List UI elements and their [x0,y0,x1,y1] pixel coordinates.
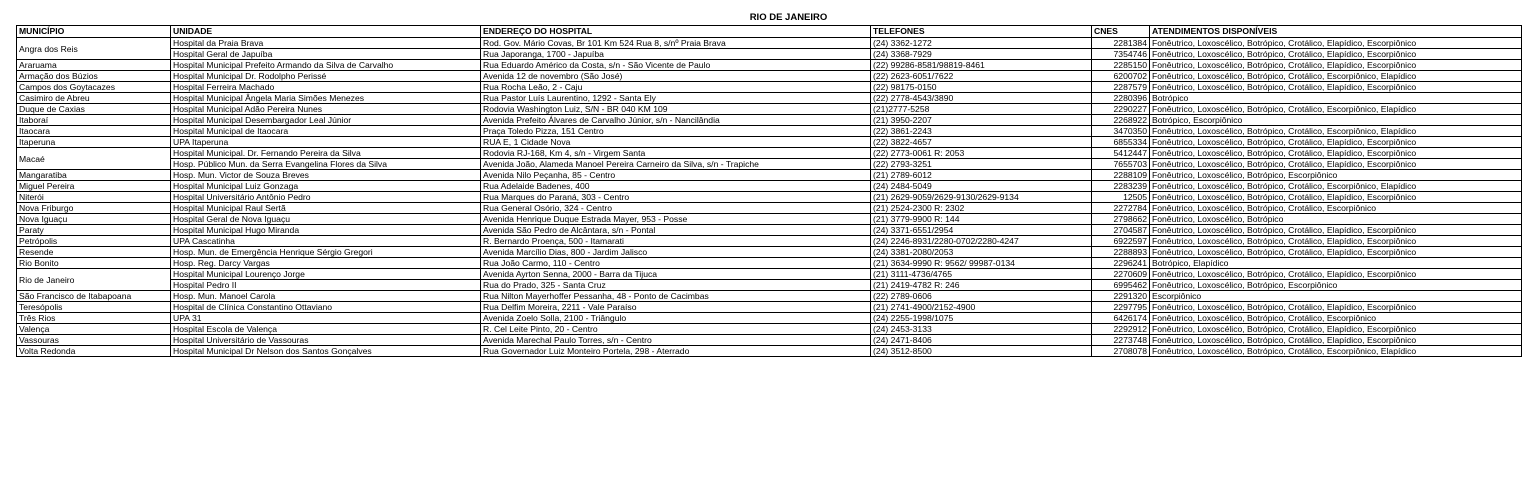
cell-telefones: (21) 3950-2207 [871,115,1092,126]
cell-telefones: (22) 99286-8581/98819-8461 [871,60,1092,71]
cell-telefones: (21) 2419-4782 R: 246 [871,280,1092,291]
column-header-cnes: CNES [1092,26,1150,38]
cell-endereco: Avenida São Pedro de Alcântara, s/n - Pontal [481,225,871,236]
cell-cnes: 2297795 [1092,302,1150,313]
cell-telefones: (24) 3362-1272 [871,38,1092,49]
cell-atendimentos: Fonêutrico, Loxoscélico, Botrópico, Crotálico, Elapídico, Escorpiônico [1150,49,1522,60]
cell-atendimentos: Fonêutrico, Loxoscélico, Botrópico [1150,214,1522,225]
cell-cnes: 2270609 [1092,269,1150,280]
cell-unidade: Hospital Universitário de Vassouras [171,335,481,346]
cell-municipio: Itaboraí [17,115,171,126]
cell-endereco: Avenida Marcílio Dias, 800 - Jardim Jalisco [481,247,871,258]
cell-cnes: 7354746 [1092,49,1150,60]
cell-cnes: 2291320 [1092,291,1150,302]
table-row [17,126,1522,137]
cell-cnes: 3470350 [1092,126,1150,137]
cell-endereco: Rua Governador Luiz Monteiro Portela, 298 - Aterrado [481,346,871,357]
cell-cnes: 2281384 [1092,38,1150,49]
cell-telefones: (24) 3512-8500 [871,346,1092,357]
cell-cnes: 6995462 [1092,280,1150,291]
cell-municipio: Angra dos Reis [17,38,171,60]
cell-endereco: Praça Toledo Pizza, 151 Centro [481,126,871,137]
cell-telefones: (24) 2471-8406 [871,335,1092,346]
cell-municipio: Casimiro de Abreu [17,93,171,104]
cell-unidade: Hosp. Reg. Darcy Vargas [171,258,481,269]
cell-endereco: Rua Delfim Moreira, 2211 - Vale Paraíso [481,302,871,313]
cell-atendimentos: Fonêutrico, Loxoscélico, Botrópico, Crotálico, Elapídico, Escorpiônico [1150,302,1522,313]
cell-atendimentos: Botrópico, Elapídico [1150,258,1522,269]
cell-municipio: Itaperuna [17,137,171,148]
table-row [17,170,1522,181]
table-row [17,137,1522,148]
cell-municipio: Araruama [17,60,171,71]
cell-unidade: Hospital Municipal Prefeito Armando da Silva de Carvalho [171,60,481,71]
cell-municipio: Miguel Pereira [17,181,171,192]
cell-cnes: 2285150 [1092,60,1150,71]
table-row [17,335,1522,346]
cell-atendimentos: Fonêutrico, Loxoscélico, Botrópico, Crotálico, Escorpiônico, Elapídico [1150,181,1522,192]
cell-telefones: (21) 3779-9900 R: 144 [871,214,1092,225]
cell-telefones: (24) 2255-1998/1075 [871,313,1092,324]
cell-atendimentos: Fonêutrico, Loxoscélico, Botrópico, Crotálico, Elapídico, Escorpiônico [1150,82,1522,93]
cell-atendimentos: Fonêutrico, Loxoscélico, Botrópico, Crotálico, Escorpiônico [1150,313,1522,324]
cell-unidade: Hospital da Praia Brava [171,38,481,49]
cell-cnes: 6855334 [1092,137,1150,148]
column-header-endereco: ENDEREÇO DO HOSPITAL [481,26,871,38]
cell-cnes: 2288109 [1092,170,1150,181]
cell-telefones: (22) 98175-0150 [871,82,1092,93]
cell-endereco: Rua do Prado, 325 - Santa Cruz [481,280,871,291]
cell-telefones: (24) 3368-7929 [871,49,1092,60]
table-row [17,115,1522,126]
cell-telefones: (21) 2629-9059/2629-9130/2629-9134 [871,192,1092,203]
column-header-telefones: TELEFONES [871,26,1092,38]
cell-telefones: (21) 3634-9990 R: 9562/ 99987-0134 [871,258,1092,269]
cell-unidade: Hospital Municipal Dr Nelson dos Santos Gonçalves [171,346,481,357]
cell-municipio: Teresópolis [17,302,171,313]
cell-atendimentos: Fonêutrico, Loxoscélico, Botrópico, Crotálico, Elapídico, Escorpiônico [1150,269,1522,280]
table-row [17,280,1522,291]
cell-endereco: Rua Rocha Leão, 2 - Caju [481,82,871,93]
cell-endereco: Rodovia RJ-168, Km 4, s/n - Virgem Santa [481,148,871,159]
cell-atendimentos: Fonêutrico, Loxoscélico, Botrópico, Crotálico, Elapídico, Escorpiônico [1150,60,1522,71]
cell-municipio: São Francisco de Itabapoana [17,291,171,302]
cell-unidade: Hospital Municipal Desembargador Leal Júnior [171,115,481,126]
cell-endereco: Rod. Gov. Mário Covas, Br 101 Km 524 Rua 8, s/nº Praia Brava [481,38,871,49]
cell-telefones: (21) 2524-2300 R: 2302 [871,203,1092,214]
cell-cnes: 2272784 [1092,203,1150,214]
cell-cnes: 5412447 [1092,148,1150,159]
cell-atendimentos: Fonêutrico, Loxoscélico, Botrópico, Crotálico, Escorpiônico [1150,203,1522,214]
cell-cnes: 2280396 [1092,93,1150,104]
cell-endereco: RUA E, 1 Cidade Nova [481,137,871,148]
cell-endereco: Avenida Nilo Peçanha, 85 - Centro [481,170,871,181]
cell-telefones: (22) 2778-4543/3890 [871,93,1092,104]
table-row [17,258,1522,269]
cell-unidade: Hospital Geral de Japuíba [171,49,481,60]
cell-municipio: Rio Bonito [17,258,171,269]
column-header-municipio: MUNICÍPIO [17,26,171,38]
cell-unidade: Hospital Municipal Dr. Rodolpho Perissé [171,71,481,82]
cell-unidade: Hospital Municipal Luiz Gonzaga [171,181,481,192]
cell-atendimentos: Fonêutrico, Loxoscélico, Botrópico, Crotálico, Elapídico, Escorpiônico [1150,192,1522,203]
table-row [17,225,1522,236]
cell-endereco: Avenida 12 de novembro (São José) [481,71,871,82]
cell-atendimentos: Fonêutrico, Loxoscélico, Botrópico, Crotálico, Elapídico, Escorpiônico [1150,236,1522,247]
header-row [17,26,1522,38]
cell-atendimentos: Fonêutrico, Loxoscélico, Botrópico, Crotálico, Elapídico, Escorpiônico [1150,324,1522,335]
cell-endereco: Rodovia Washington Luiz, S/N - BR 040 KM 109 [481,104,871,115]
cell-unidade: Hospital Pedro II [171,280,481,291]
table-row [17,181,1522,192]
cell-unidade: Hospital Municipal. Dr. Fernando Pereira da Silva [171,148,481,159]
cell-municipio: Valença [17,324,171,335]
cell-cnes: 2268922 [1092,115,1150,126]
cell-telefones: (22) 2623-6051/7622 [871,71,1092,82]
cell-endereco: Avenida Marechal Paulo Torres, s/n - Centro [481,335,871,346]
cell-municipio: Vassouras [17,335,171,346]
cell-atendimentos: Fonêutrico, Loxoscélico, Botrópico, Crotálico, Escorpiônico, Elapídico [1150,126,1522,137]
table-row [17,269,1522,280]
table-row [17,60,1522,71]
cell-telefones: (22) 2789-0606 [871,291,1092,302]
table-row [17,71,1522,82]
cell-unidade: Hospital Municipal Ângela Maria Simões Menezes [171,93,481,104]
cell-municipio: Nova Iguaçu [17,214,171,225]
cell-atendimentos: Fonêutrico, Loxoscélico, Botrópico, Crotálico, Escorpiônico, Elapídico [1150,346,1522,357]
cell-municipio: Niterói [17,192,171,203]
table-row [17,247,1522,258]
table-row [17,104,1522,115]
cell-unidade: Hospital Universitário Antônio Pedro [171,192,481,203]
table-row [17,291,1522,302]
cell-unidade: Hospital Geral de Nova Iguaçu [171,214,481,225]
cell-telefones: (24) 2484-5049 [871,181,1092,192]
column-header-atendimentos: ATENDIMENTOS DISPONÍVEIS [1150,26,1522,38]
table-row [17,49,1522,60]
cell-telefones: (24) 2246-8931/2280-0702/2280-4247 [871,236,1092,247]
cell-cnes: 2288893 [1092,247,1150,258]
cell-telefones: (22) 3861-2243 [871,126,1092,137]
cell-endereco: Rua Marques do Paraná, 303 - Centro [481,192,871,203]
cell-unidade: Hospital Escola de Valença [171,324,481,335]
cell-cnes: 2273748 [1092,335,1150,346]
cell-unidade: Hosp. Público Mun. da Serra Evangelina Flores da Silva [171,159,481,170]
cell-cnes: 2704587 [1092,225,1150,236]
cell-telefones: (24) 2453-3133 [871,324,1092,335]
cell-cnes: 2296241 [1092,258,1150,269]
cell-cnes: 2283239 [1092,181,1150,192]
table-row [17,192,1522,203]
cell-telefones: (21)2777-5258 [871,104,1092,115]
table-row [17,236,1522,247]
table-body [17,38,1522,357]
cell-endereco: Rua Japoranga, 1700 - Japuíba [481,49,871,60]
hospital-table [16,25,1522,357]
cell-unidade: Hospital Municipal Lourenço Jorge [171,269,481,280]
cell-telefones: (22) 2773-0061 R: 2053 [871,148,1092,159]
cell-endereco: Avenida Henrique Duque Estrada Mayer, 953 - Posse [481,214,871,225]
cell-unidade: Hosp. Mun. de Emergência Henrique Sérgio Gregori [171,247,481,258]
cell-municipio: Macaé [17,148,171,170]
table-row [17,313,1522,324]
cell-endereco: Avenida Ayrton Senna, 2000 - Barra da Tijuca [481,269,871,280]
cell-atendimentos: Fonêutrico, Loxoscélico, Botrópico, Crotálico, Elapídico, Escorpiônico [1150,335,1522,346]
cell-municipio: Campos dos Goytacazes [17,82,171,93]
cell-atendimentos: Fonêutrico, Loxoscélico, Botrópico, Crotálico, Elapídico, Escorpiônico [1150,159,1522,170]
cell-municipio: Paraty [17,225,171,236]
cell-cnes: 12505 [1092,192,1150,203]
cell-endereco: Avenida Zoelo Solla, 2100 - Triângulo [481,313,871,324]
column-header-unidade: UNIDADE [171,26,481,38]
cell-telefones: (21) 3111-4736/4765 [871,269,1092,280]
cell-unidade: UPA 31 [171,313,481,324]
cell-telefones: (22) 2793-3251 [871,159,1092,170]
cell-municipio: Itaocara [17,126,171,137]
cell-atendimentos: Botrópico [1150,93,1522,104]
table-row [17,93,1522,104]
cell-telefones: (21) 2741-4900/2152-4900 [871,302,1092,313]
table-row [17,159,1522,170]
cell-municipio: Nova Friburgo [17,203,171,214]
cell-municipio: Mangaratiba [17,170,171,181]
cell-atendimentos: Fonêutrico, Loxoscélico, Botrópico, Crotálico, Elapídico, Escorpiônico [1150,137,1522,148]
cell-telefones: (24) 3381-2080/2053 [871,247,1092,258]
table-row [17,38,1522,49]
table-row [17,82,1522,93]
cell-atendimentos: Fonêutrico, Loxoscélico, Botrópico, Escorpiônico [1150,280,1522,291]
cell-cnes: 2708078 [1092,346,1150,357]
cell-unidade: Hospital Ferreira Machado [171,82,481,93]
cell-cnes: 2290227 [1092,104,1150,115]
cell-municipio: Armação dos Búzios [17,71,171,82]
table-row [17,302,1522,313]
cell-municipio: Duque de Caxias [17,104,171,115]
cell-municipio: Volta Redonda [17,346,171,357]
cell-municipio: Resende [17,247,171,258]
cell-telefones: (24) 3371-6551/2954 [871,225,1092,236]
cell-endereco: Rua Adelaide Badenes, 400 [481,181,871,192]
cell-unidade: Hospital Municipal Adão Pereira Nunes [171,104,481,115]
spreadsheet [16,11,1521,357]
cell-endereco: Rua Pastor Luís Laurentino, 1292 - Santa Ely [481,93,871,104]
cell-atendimentos: Botrópico, Escorpiônico [1150,115,1522,126]
cell-atendimentos: Fonêutrico, Loxoscélico, Botrópico, Crotálico, Elapídico, Escorpiônico [1150,247,1522,258]
cell-unidade: UPA Cascatinha [171,236,481,247]
cell-atendimentos: Fonêutrico, Loxoscélico, Botrópico, Crotálico, Elapídico, Escorpiônico [1150,38,1522,49]
cell-unidade: Hospital Municipal Hugo Miranda [171,225,481,236]
table-row [17,346,1522,357]
cell-atendimentos: Fonêutrico, Loxoscélico, Botrópico, Crotálico, Elapídico, Escorpiônico [1150,148,1522,159]
cell-cnes: 2287579 [1092,82,1150,93]
table-row [17,148,1522,159]
cell-endereco: R. Cel Leite Pinto, 20 - Centro [481,324,871,335]
cell-atendimentos: Fonêutrico, Loxoscélico, Botrópico, Crotálico, Elapídico, Escorpiônico [1150,225,1522,236]
cell-cnes: 6200702 [1092,71,1150,82]
cell-unidade: Hospital de Clínica Constantino Ottaviano [171,302,481,313]
cell-unidade: UPA Itaperuna [171,137,481,148]
sheet-title: RIO DE JANEIRO [749,12,828,23]
cell-cnes: 6922597 [1092,236,1150,247]
cell-cnes: 6426174 [1092,313,1150,324]
cell-unidade: Hospital Municipal Raul Sertã [171,203,481,214]
cell-endereco: R. Bernardo Proença, 500 - Itamarati [481,236,871,247]
cell-cnes: 7655703 [1092,159,1150,170]
cell-endereco: Avenida João, Alameda Manoel Pereira Carneiro da Silva, s/n - Trapiche [481,159,871,170]
cell-municipio: Petrópolis [17,236,171,247]
cell-endereco: Rua Eduardo Américo da Costa, s/n - São Vicente de Paulo [481,60,871,71]
cell-cnes: 2798662 [1092,214,1150,225]
cell-atendimentos: Fonêutrico, Loxoscélico, Botrópico, Crotálico, Escorpiônico, Elapídico [1150,104,1522,115]
cell-telefones: (22) 3822-4657 [871,137,1092,148]
table-row [17,214,1522,225]
cell-endereco: Rua João Carmo, 110 - Centro [481,258,871,269]
cell-atendimentos: Fonêutrico, Loxoscélico, Botrópico, Escorpiônico [1150,170,1522,181]
cell-endereco: Rua General Osório, 324 - Centro [481,203,871,214]
cell-municipio: Rio de Janeiro [17,269,171,291]
cell-atendimentos: Fonêutrico, Loxoscélico, Botrópico, Crotálico, Escorpiônico, Elapídico [1150,71,1522,82]
cell-endereco: Avenida Prefeito Álvares de Carvalho Júnior, s/n - Nancilândia [481,115,871,126]
cell-unidade: Hospital Municipal de Itaocara [171,126,481,137]
cell-unidade: Hosp. Mun. Manoel Carola [171,291,481,302]
cell-cnes: 2292912 [1092,324,1150,335]
cell-atendimentos: Escorpiônico [1150,291,1522,302]
cell-unidade: Hosp. Mun. Victor de Souza Breves [171,170,481,181]
cell-endereco: Rua Nilton Mayerhoffer Pessanha, 48 - Ponto de Cacimbas [481,291,871,302]
cell-municipio: Três Rios [17,313,171,324]
cell-telefones: (21) 2789-6012 [871,170,1092,181]
table-row [17,324,1522,335]
table-row [17,203,1522,214]
